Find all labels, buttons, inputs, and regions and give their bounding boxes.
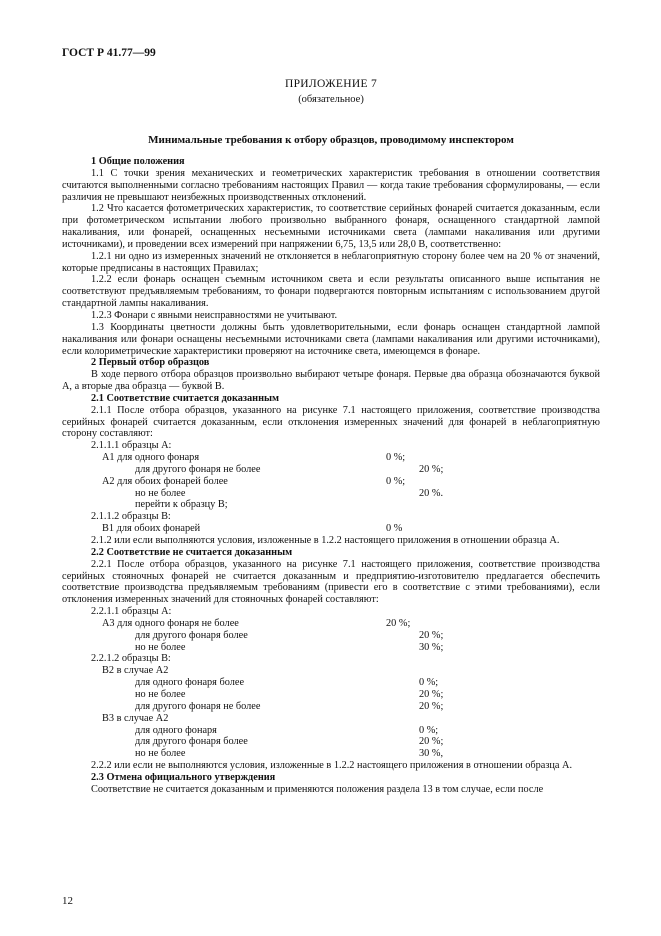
subsection-heading: 2.1 Соответствие считается доказанным xyxy=(91,392,280,404)
criteria-row: для другого фонаря более 20 %; xyxy=(135,736,444,748)
appendix-title: ПРИЛОЖЕНИЕ 7 xyxy=(284,78,377,90)
criteria-row: перейти к образцу В; xyxy=(135,499,228,511)
criteria-row: но не более 30 %, xyxy=(135,748,444,760)
paragraph: 2.1.2 или если выполняются условия, изложенные в 1.2.2 настоящего приложения в отношении образца А. xyxy=(91,535,560,546)
criteria-row: В2 в случае А2 xyxy=(102,665,169,677)
criteria-row: В3 в случае А2 xyxy=(102,712,169,724)
paragraph: 2.1.1.2 образцы В: xyxy=(91,511,171,523)
criteria-row: но не более 30 %; xyxy=(135,641,444,653)
criteria-row: А1 для одного фонаря 0 %; xyxy=(102,452,406,464)
criteria-row: но не более 20 %; xyxy=(135,688,444,700)
paragraph: 2.2.1.2 образцы В: xyxy=(91,653,171,665)
document-body xyxy=(62,156,600,796)
criteria-row: но не более 20 %. xyxy=(135,487,444,499)
paragraph: 2.2.1 После отбора образцов, указанного на рисунке 7.1 настоящего приложения, соответствие производства серийных стояночных фонарей не считается доказанным и предприятию-изготовителю предлагается обеспечить соответствие производства предъявляемым требованиям (привести его в соответствие с этими требованиями), если отклонения измеренных значений для стояночных фонарей составляют: xyxy=(62,558,600,606)
section-heading: 2 Первый отбор образцов xyxy=(91,357,210,369)
paragraph: 2.2.2 или если не выполняются условия, изложенные в 1.2.2 настоящего приложения в отношении образца А. xyxy=(91,760,573,772)
paragraph: 1.2.3 Фонари с явными неисправностями не учитывают. xyxy=(91,309,338,321)
paragraph: В ходе первого отбора образцов произвольно выбирают четыре фонаря. Первые два образца обозначаются буквой А, а вторые два образца — буквой В. xyxy=(62,369,600,393)
paragraph: 2.1.1.1 образцы А: xyxy=(91,440,172,452)
paragraph: 2.1.1 После отбора образцов, указанного на рисунке 7.1 настоящего приложения, соответствие производства серийных фонарей считается доказанным, если отклонения измеренных значений для фонарей в неблагоприятную сторону составляют: xyxy=(62,404,600,440)
criteria-row: для другого фонаря не более 20 %; xyxy=(135,463,444,475)
paragraph: 1.3 Координаты цветности должны быть удовлетворительными, если фонарь оснащен стандартной лампой накаливания или фонари оснащены несъемными источниками света (лампами накаливания или другими источниками), если колориметрические характеристики проверяют на источнике света, имеющемся в фонаре. xyxy=(62,321,600,357)
document-code: ГОСТ Р 41.77—99 xyxy=(62,47,156,59)
paragraph: 1.2.1 ни одно из измеренных значений не отклоняется в неблагоприятную сторону более чем на 20 % от значений, которые предписаны в настоящих Правилах; xyxy=(62,250,600,274)
criteria-row: В1 для обоих фонарей 0 % xyxy=(102,523,403,535)
subsection-heading: 2.3 Отмена официального утверждения xyxy=(91,771,276,783)
document-title: Минимальные требования к отбору образцов, проводимому инспектором xyxy=(148,134,514,146)
paragraph: 2.2.1.1 образцы А: xyxy=(91,606,172,618)
page-number: 12 xyxy=(62,895,73,907)
paragraph: 1.2 Что касается фотометрических характеристик, то соответствие серийных фонарей считается доказанным, если при фотометрическом испытании любого произвольно выбранного фонаря, оснащенного стандартной лампой накаливания, или фонарей, оснащенных несъемными источниками света (лампами накаливания или другими источниками), и проведении всех измерений при напряжении 6,75, 13,5 или 28,0 В, соответственно: xyxy=(62,203,600,250)
paragraph: Соответствие не считается доказанным и применяются положения раздела 13 в том случае, если после xyxy=(91,783,544,795)
criteria-row: А3 для одного фонаря не более 20 %; xyxy=(102,617,411,629)
paragraph: 1.2.2 если фонарь оснащен съемным источником света и если результаты описанного выше испытания не соответствуют предъявляемым требованиям, то фонари подвергаются повторным испытаниям с использованием другой стандартной лампы накаливания. xyxy=(62,274,600,310)
appendix-subtitle: (обязательное) xyxy=(298,94,364,105)
criteria-row: для одного фонаря более 0 %; xyxy=(135,677,439,689)
subsection-heading: 2.2 Соответствие не считается доказанным xyxy=(91,546,293,558)
criteria-row: А2 для обоих фонарей более 0 %; xyxy=(102,475,406,487)
paragraph: 1.1 С точки зрения механических и геометрических характеристик требования в отношении соответствия считаются выполненными согласно требованиям настоящих Правил — когда такие требования сформулированы, — если различия не превышают неизбежных производственных отклонений. xyxy=(62,167,600,203)
criteria-row: для одного фонаря 0 %; xyxy=(135,724,439,736)
criteria-row: для другого фонаря более 20 %; xyxy=(135,629,444,641)
section-heading: 1 Общие положения xyxy=(91,156,185,167)
criteria-row: для другого фонаря не более 20 %; xyxy=(135,700,444,712)
